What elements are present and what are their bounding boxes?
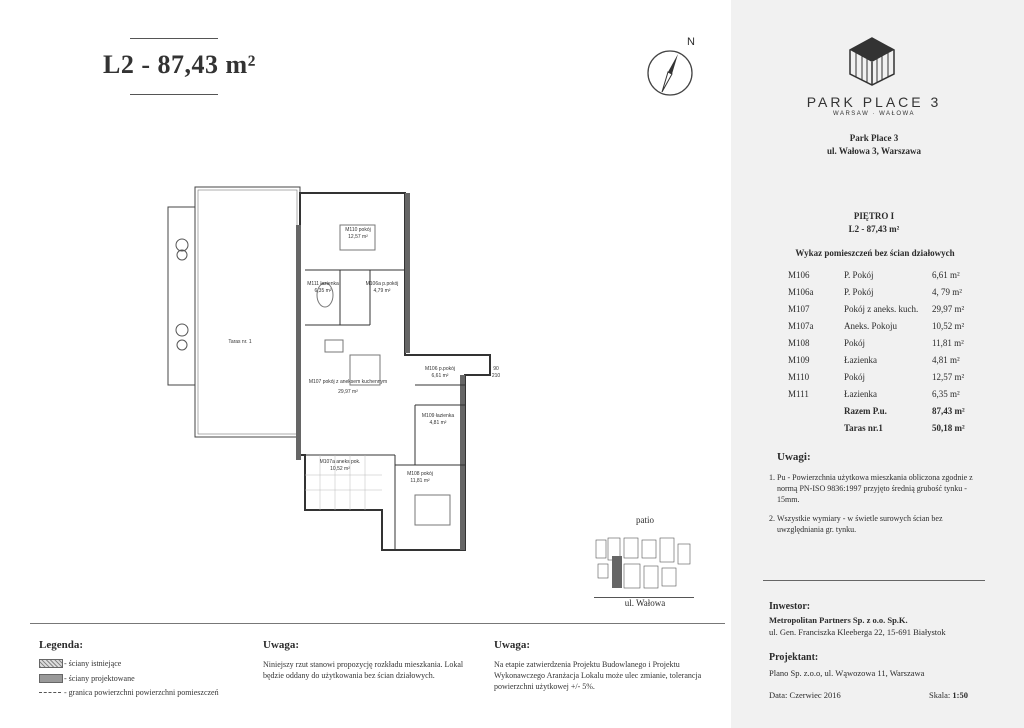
table-row: M107 Pokój z aneks. kuch. 29,97 m²: [788, 303, 965, 314]
logo-icon: [848, 36, 896, 86]
legend-designed: - ściany projektowane: [64, 674, 135, 683]
plan-label-m107: M107 pokój z aneksem kuchennym: [308, 379, 388, 385]
remark2-text: Na etapie zatwierdzenia Projektu Budowlanego i Projektu Wykonawczego Aranżacja Lokalu może ulec zmianie, tolerancja powierzchni użytkowej +/- 5%.: [494, 660, 702, 691]
legend-swatch-boundary: [39, 692, 61, 693]
table-row: M108 Pokój 11,81 m²: [788, 337, 964, 348]
footer-divider: [30, 623, 725, 624]
svg-text:12,57 m²: 12,57 m²: [348, 234, 368, 240]
table-row: M109 Łazienka 4,81 m²: [788, 354, 960, 365]
sidebar-divider: [763, 580, 985, 581]
table-row: M106 P. Pokój 6,61 m²: [788, 269, 960, 280]
investor-name: Metropolitan Partners Sp. z o.o. Sp.K.: [769, 615, 908, 625]
svg-text:210: 210: [491, 373, 500, 379]
svg-text:90: 90: [493, 366, 499, 372]
brand-subtitle: WARSAW · WAŁOWA: [833, 111, 915, 117]
notes-list: 1. Pu - Powierzchnia użytkowa mieszkania obliczona zgodnie z normą PN-ISO 9836:1997 przyjęto średnią grubość tynku - 15mm. 2. Wszystkie wymiary - w świetle surowych ścian bez uwzględniania gr. tynku.: [761, 472, 989, 543]
svg-text:4,81 m²: 4,81 m²: [429, 420, 447, 426]
floor-unit: L2 - 87,43 m²: [848, 224, 900, 234]
remark2-title: Uwaga:: [494, 639, 531, 651]
footer-date: Data: Czerwiec 2016: [769, 690, 841, 700]
designer-label: Projektant:: [769, 652, 819, 663]
designer-name: Plano Sp. z.o.o, ul. Wąwozowa 11, Warszawa: [769, 668, 925, 678]
north-label: N: [687, 36, 695, 48]
brand-name: PARK PLACE 3: [806, 94, 942, 110]
remark1-title: Uwaga:: [263, 639, 300, 651]
north-arrow-icon: [642, 36, 712, 106]
notes-title: Uwagi:: [777, 451, 811, 463]
svg-text:10,52 m²: 10,52 m²: [330, 466, 350, 472]
plan-label-m106: M106 p.pokój: [424, 366, 456, 372]
legend-boundary: - granica powierzchni powierzchni pomieszczeń: [64, 688, 219, 697]
table-row: Taras nr.1 50,18 m²: [844, 422, 965, 433]
plan-label-m106a: M106a p.pokój: [365, 281, 399, 287]
address-line2: ul. Wałowa 3, Warszawa: [827, 146, 921, 156]
plan-label-m107a: M107a aneks pok.: [319, 459, 361, 465]
floor-level: PIĘTRO I: [853, 211, 895, 221]
table-row: M110 Pokój 12,57 m²: [788, 371, 965, 382]
address-line1: Park Place 3: [849, 133, 899, 143]
rooms-list-title: Wykaz pomieszczeń bez ścian działowych: [795, 248, 955, 258]
svg-text:6,61 m²: 6,61 m²: [431, 373, 449, 379]
legend-swatch-existing: [39, 659, 63, 668]
svg-text:11,81 m²: 11,81 m²: [410, 478, 430, 484]
plan-label-m108: M108 pokój: [407, 471, 433, 477]
remark1-text: Niniejszy rzut stanowi propozycję rozkładu mieszkania. Lokal będzie oddany do użytkowania bez ścian działowych.: [263, 660, 464, 680]
table-row: M107a Aneks. Pokoju 10,52 m²: [788, 320, 965, 331]
title-rule-bottom: [130, 94, 218, 95]
svg-text:29,97 m²: 29,97 m²: [338, 389, 358, 395]
legend-existing: - ściany istniejące: [64, 659, 122, 668]
rooms-table: [788, 266, 965, 436]
table-row: M111 Łazienka 6,35 m²: [788, 388, 960, 399]
table-row: M106a P. Pokój 4, 79 m²: [788, 286, 962, 297]
site-plan: [594, 536, 694, 596]
table-row: Razem P.u. 87,43 m²: [844, 405, 965, 416]
footer-scale: Skala: 1:50: [929, 690, 968, 700]
legend-swatch-designed: [39, 674, 63, 683]
floor-plan: [160, 175, 500, 565]
svg-text:6,35 m²: 6,35 m²: [314, 288, 332, 294]
plan-label-terrace: Taras nr. 1: [228, 339, 252, 345]
plan-label-m111: M111 łazienka: [307, 281, 339, 287]
plan-label-m110: M110 pokój: [345, 227, 371, 233]
siteplan-top-label: patio: [636, 515, 654, 525]
siteplan-bottom-label: ul. Wałowa: [624, 598, 666, 608]
plan-label-m109: M109 łazienka: [421, 413, 455, 419]
investor-label: Inwestor:: [769, 601, 811, 612]
unit-title: L2 - 87,43 m²: [103, 50, 256, 79]
legend-title: Legenda:: [39, 639, 83, 651]
investor-address: ul. Gen. Franciszka Kleeberga 22, 15-691 Białystok: [769, 627, 946, 637]
svg-text:4,79 m²: 4,79 m²: [373, 288, 391, 294]
title-rule-top: [130, 38, 218, 39]
